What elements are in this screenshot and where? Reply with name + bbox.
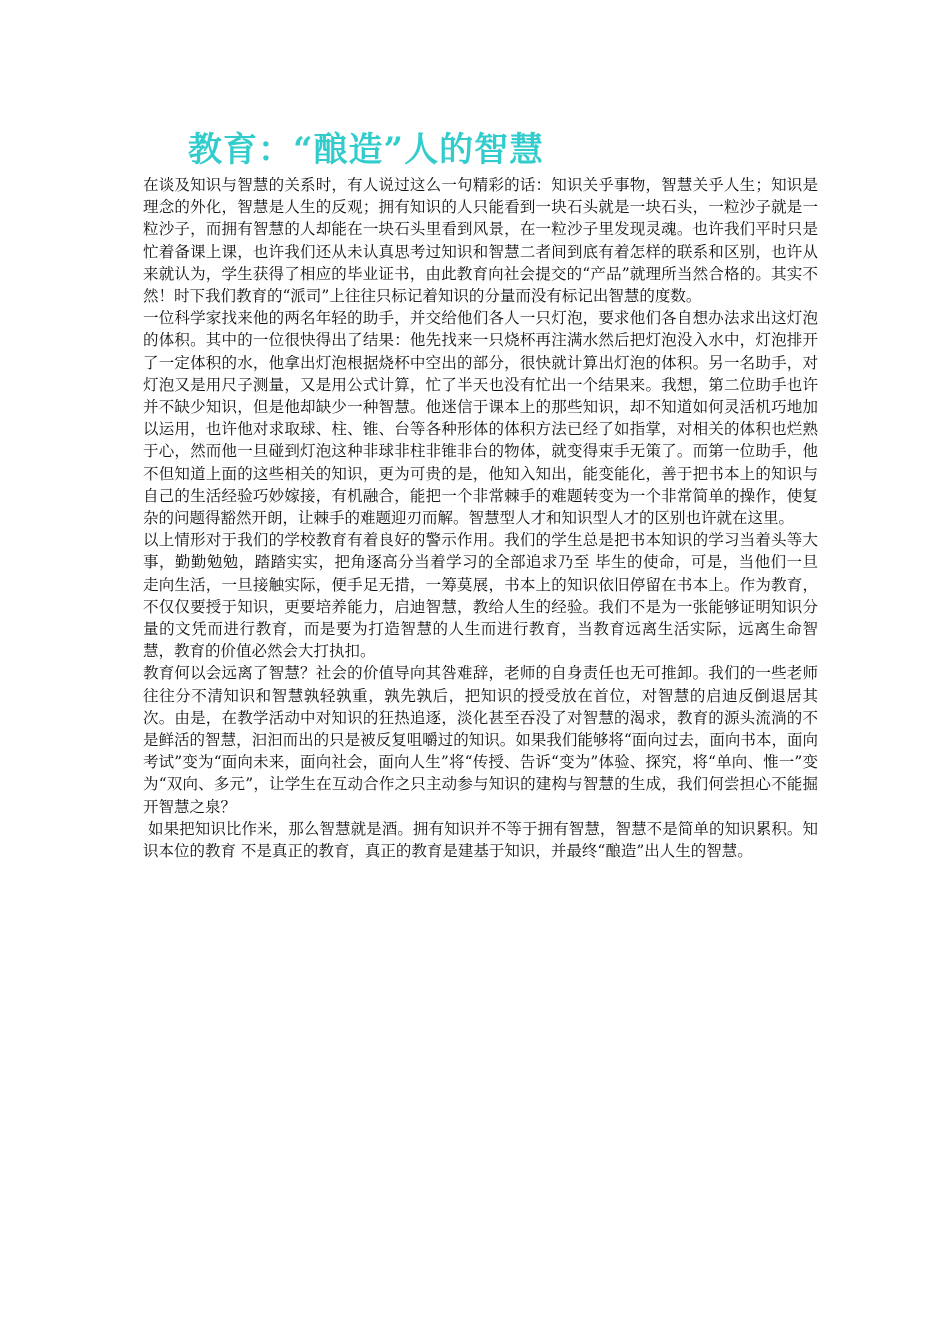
paragraph-1: 在谈及知识与智慧的关系时，有人说过这么一句精彩的话：知识关乎事物，智慧关乎人生；知识是理念的外化，智慧是人生的反观；拥有知识的人只能看到一块石头就是一块石头，一粒沙子就是一粒沙子，而拥有智慧的人却能在一块石头里看到风景，在一粒沙子里发现灵魂。也许我们平时只是忙着备课上课，也许我们还从未认真思考过知识和智慧二者间到底有着怎样的联系和区别，也许从来就认为，学生获得了相应的毕业证书，由此教育向社会提交的“产品”就理所当然合格的。其实不然！时下我们教育的“派司”上往往只标记着知识的分量而没有标记出智慧的度数。	[143, 176, 818, 306]
paragraph-3: 以上情形对于我们的学校教育有着良好的警示作用。我们的学生总是把书本知识的学习当着头等大事，勤勤勉勉，踏踏实实，把角逐高分当着学习的全部追求乃至 毕生的使命，可是，当他们一旦 走向生活，一旦接触实际，便手足无措，一筹莫展，书本上的知识依旧停留在书本上。作为教育，不仅仅要授于知识，更要培养能力，启迪智慧，教给人生的经验。我们不是为一张能够证明知识分量的文凭而进行教育，而是要为打造智慧的人生而进行教育，当教育远离生活实际，远离生命智慧，教育的价值必然会大打执扣。	[143, 531, 818, 661]
paragraph-2: 一位科学家找来他的两名年轻的助手，并交给他们各人一只灯泡，要求他们各自想办法求出这灯泡的体积。其中的一位很快得出了结果：他先找来一只烧杯再注满水然后把灯泡没入水中，灯泡排开了一定体积的水，他拿出灯泡根据烧杯中空出的部分，很快就计算出灯泡的体积。另一名助手，对灯泡又是用尺子测量，又是用公式计算，忙了半天也没有忙出一个结果来。我想，第二位助手也许并不缺少知识，但是他却缺少一种智慧。他迷信于课本上的那些知识，却不知道如何灵活机巧地加以运用，也许他对求取球、柱、锥、台等各种形体的体积方法已经了如指掌，对相关的体积也烂熟于心，然而他一旦碰到灯泡这种非球非柱非锥非台的物体，就变得束手无策了。而第一位助手，他不但知道上面的这些相关的知识，更为可贵的是，他知入知出，能变能化，善于把书本上的知识与自己的生活经验巧妙嫁接，有机融合，能把一个非常棘手的难题转变为一个非常简单的操作，使复杂的问题得豁然开朗，让棘手的难题迎刃而解。智慧型人才和知识型人才的区别也许就在这里。	[143, 309, 818, 528]
article-body	[143, 174, 818, 862]
paragraph-5: 如果把知识比作米，那么智慧就是酒。拥有知识并不等于拥有智慧，智慧不是简单的知识累积。知识本位的教育 不是真正的教育，真正的教育是建基于知识，并最终“酿造”出人生的智慧。	[143, 819, 818, 861]
page-title: 教育：“酿造”人的智慧	[188, 130, 545, 170]
paragraph-4: 教育何以会远离了智慧？社会的价值导向其咎难辞，老师的自身责任也无可推卸。我们的一些老师往往分不清知识和智慧孰轻孰重，孰先孰后，把知识的授受放在首位，对智慧的启迪反倒退居其次。由是，在教学活动中对知识的狂热追逐，淡化甚至吞没了对智慧的渴求，教育的源头流淌的不是鲜活的智慧，汩汩而出的只是被反复咀嚼过的知识。如果我们能够将“面向过去，面向书本，面向考试”变为“面向未来，面向社会，面向人生”将“传授、告诉“变为”体验、探究，将“单向、惟一”变为“双向、多元”，让学生在互动合作之只主动参与知识的建构与智慧的生成，我们何尝担心不能掘开智慧之泉？	[143, 664, 818, 816]
